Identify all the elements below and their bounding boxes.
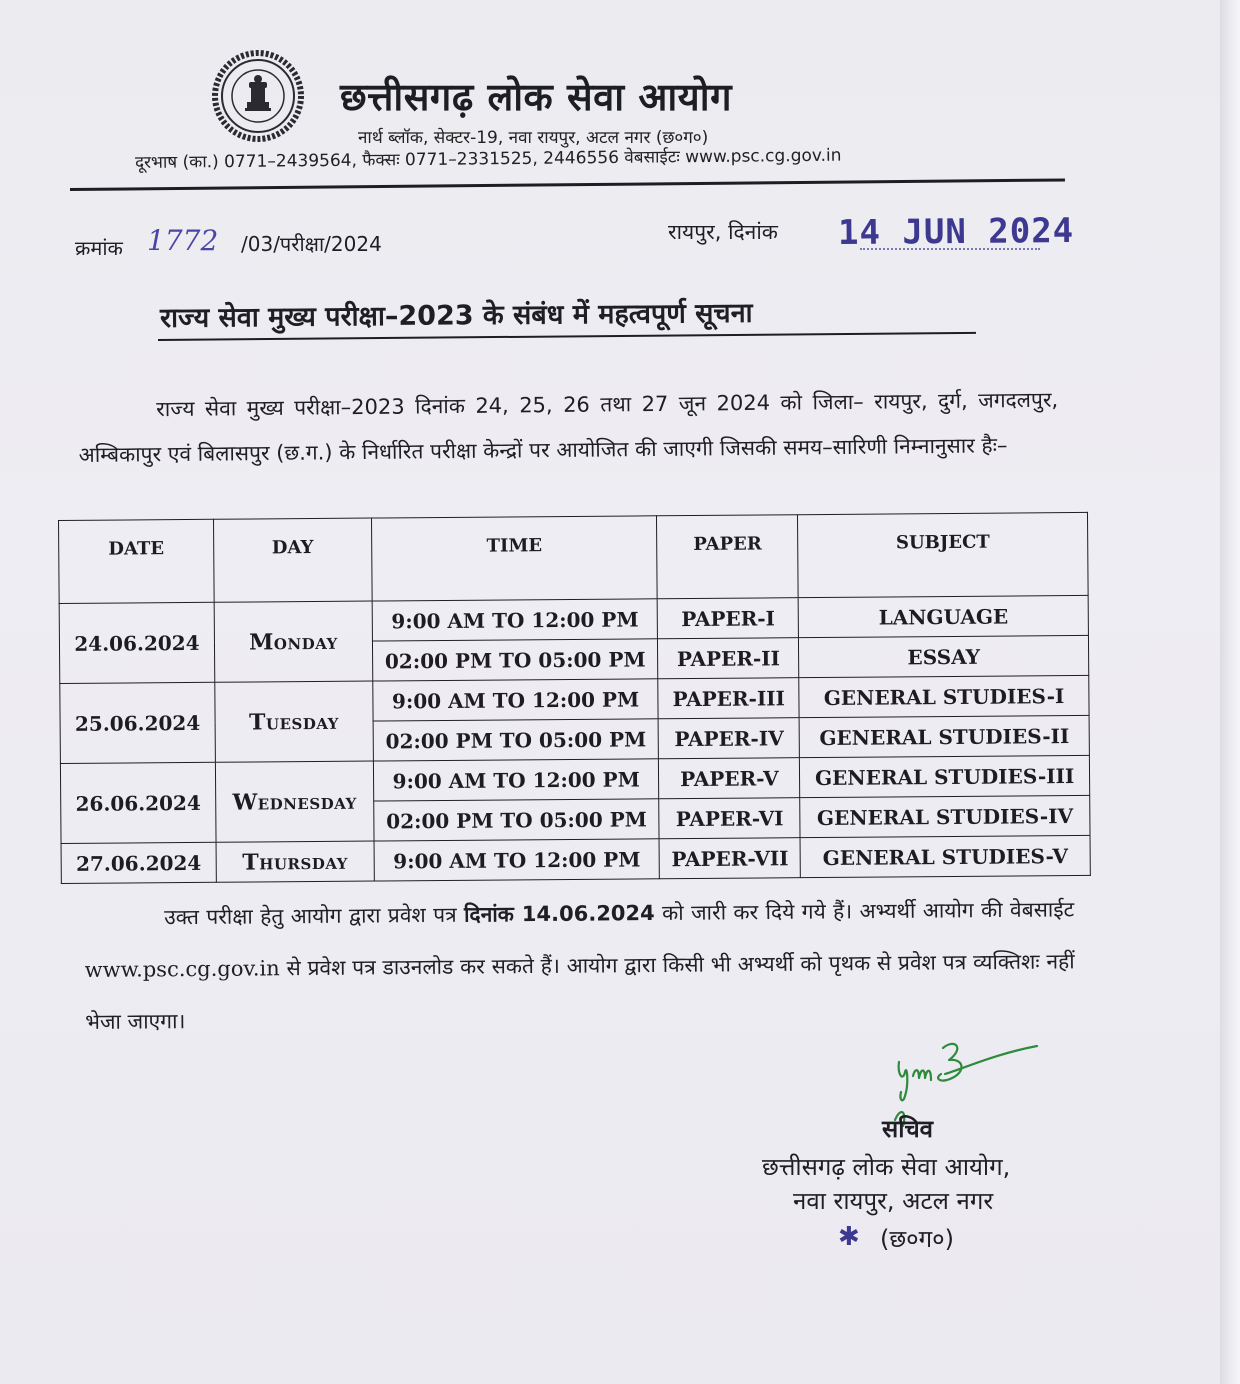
table-header-row xyxy=(59,512,1089,603)
reference-suffix: /03/परीक्षा/2024 xyxy=(241,232,382,256)
day-cell: Tuesday xyxy=(215,681,374,762)
subject-cell: ESSAY xyxy=(799,635,1089,677)
time-cell: 02:00 PM TO 05:00 PM xyxy=(373,719,659,761)
time-cell: 02:00 PM TO 05:00 PM xyxy=(372,639,658,681)
cgpsc-emblem-icon xyxy=(205,50,311,142)
date-stamp-dotted-line xyxy=(860,248,1040,250)
org-address: नार्थ ब्लॉक, सेक्टर-19, नवा रायपुर, अटल नगर (छ०ग०) xyxy=(358,128,709,148)
time-cell: 9:00 AM TO 12:00 PM xyxy=(374,839,660,881)
signatory-org: छत्तीसगढ़ लोक सेवा आयोग, xyxy=(762,1153,1011,1181)
time-cell: 9:00 AM TO 12:00 PM xyxy=(373,759,659,801)
signatory-state: (छ०ग०) xyxy=(880,1225,955,1253)
reference-number xyxy=(75,226,535,262)
exam-schedule-table xyxy=(58,512,1091,884)
admit-card-text-1: उक्त परीक्षा हेतु आयोग द्वारा प्रवेश पत्र xyxy=(164,902,465,930)
admit-card-paragraph xyxy=(84,883,1075,1048)
signatory-designation: सचिव xyxy=(882,1115,934,1143)
org-contact-line: दूरभाष (का.) 0771–2439564, फैक्सः 0771–2331525, 2446556 वेबसाईटः www.psc.cg.gov.in xyxy=(134,145,842,173)
header-divider xyxy=(70,178,1065,191)
date-cell: 25.06.2024 xyxy=(60,682,216,763)
day-cell: Thursday xyxy=(216,841,374,882)
paper-cell: PAPER-II xyxy=(658,638,799,679)
intro-paragraph: राज्य सेवा मुख्य परीक्षा–2023 दिनांक 24, 25, 26 तथा 27 जून 2024 को जिला– रायपुर, दुर्ग, जगदलपुर, अम्बिकापुर एवं बिलासपुर (छ.ग.) के निर्धारित परीक्षा केन्द्रों पर आयोजित की जाएगी जिसकी समय–सारिणी निम्नानुसार हैः– xyxy=(78,387,1059,467)
subject-cell: GENERAL STUDIES-IV xyxy=(800,795,1090,837)
page-edge-shadow xyxy=(1220,0,1240,1384)
paper-cell: PAPER-IV xyxy=(658,718,799,759)
notice-title: राज्य सेवा मुख्य परीक्षा–2023 के संबंध में महत्वपूर्ण सूचना xyxy=(159,297,753,334)
day-cell: Wednesday xyxy=(215,761,374,842)
column-header-subject: SUBJECT xyxy=(798,512,1088,597)
paper-cell: PAPER-VI xyxy=(659,798,800,839)
date-cell: 24.06.2024 xyxy=(59,602,215,683)
subject-cell: LANGUAGE xyxy=(798,595,1088,637)
place-date-label: रायपुर, दिनांक xyxy=(668,220,778,244)
date-cell: 26.06.2024 xyxy=(60,762,216,843)
date-cell: 27.06.2024 xyxy=(61,842,216,883)
reference-prefix: क्रमांक xyxy=(75,236,123,260)
reference-handwritten-number: 1772 xyxy=(147,224,219,257)
paper-cell: PAPER-VII xyxy=(659,838,800,879)
subject-cell: GENERAL STUDIES-II xyxy=(799,715,1089,757)
paper-cell: PAPER-I xyxy=(658,598,799,639)
time-cell: 02:00 PM TO 05:00 PM xyxy=(374,799,660,841)
column-header-time: TIME xyxy=(371,516,657,601)
admit-card-date: दिनांक 14.06.2024 xyxy=(463,901,655,927)
date-stamp: 14 JUN 2024 xyxy=(837,210,1075,254)
ink-mark-icon: ✱ xyxy=(838,1222,860,1252)
subject-cell: GENERAL STUDIES-I xyxy=(799,675,1089,717)
table-row xyxy=(61,835,1090,883)
signatory-place: नवा रायपुर, अटल नगर xyxy=(793,1187,994,1215)
time-cell: 9:00 AM TO 12:00 PM xyxy=(373,679,659,721)
website-link[interactable]: www.psc.cg.gov.in xyxy=(84,956,280,982)
admit-card-text-2: को जारी कर दिये गये हैं। अभ्यर्थी आयोग की वेबसाईट xyxy=(654,897,1075,926)
paper-cell: PAPER-V xyxy=(659,758,800,799)
column-header-day: DAY xyxy=(213,518,372,602)
time-cell: 9:00 AM TO 12:00 PM xyxy=(372,599,658,641)
subject-cell: GENERAL STUDIES-V xyxy=(800,835,1090,877)
column-header-date: DATE xyxy=(59,519,215,603)
subject-cell: GENERAL STUDIES-III xyxy=(800,755,1090,797)
day-cell: Monday xyxy=(214,601,373,682)
paper-cell: PAPER-III xyxy=(658,678,799,719)
column-header-paper: PAPER xyxy=(657,515,799,599)
admit-card-text-3: से प्रवेश पत्र डाउनलोड कर सकते हैं। आयोग द्वारा किसी भी अभ्यर्थी को पृथक से प्रवेश पत्र व्यक्तिशः नहीं भेजा जाएगा। xyxy=(85,949,1075,1034)
org-name-heading: छत्तीसगढ़ लोक सेवा आयोग xyxy=(340,75,732,119)
